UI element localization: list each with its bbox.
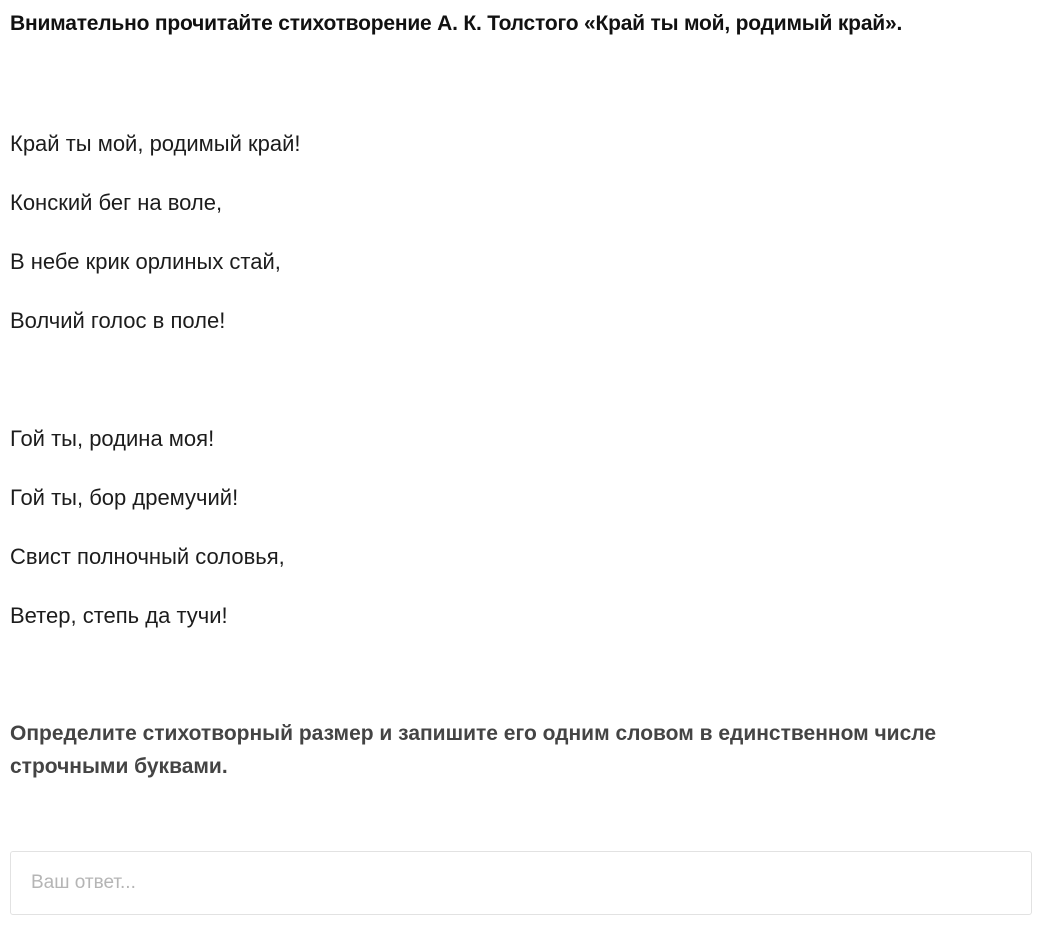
question-text: Определите стихотворный размер и запишите его одним словом в единственном числе строчными буквами. <box>10 722 937 778</box>
poem-line: В небе крик орлиных стай, <box>10 249 281 274</box>
poem-line: Край ты мой, родимый край! <box>10 131 301 156</box>
poem-line: Волчий голос в поле! <box>10 308 226 333</box>
answer-field-container <box>10 851 1032 915</box>
poem-line: Гой ты, бор дремучий! <box>10 485 239 510</box>
poem-line: Гой ты, родина моя! <box>10 426 215 451</box>
quiz-page <box>10 0 1040 931</box>
poem-stanza-1 <box>10 130 301 366</box>
poem-stanza-2 <box>10 425 285 661</box>
poem-line: Ветер, степь да тучи! <box>10 603 228 628</box>
poem-line: Свист полночный соловья, <box>10 544 285 569</box>
poem-line: Конский бег на воле, <box>10 190 223 215</box>
answer-input[interactable] <box>11 852 1031 914</box>
instruction-text: Внимательно прочитайте стихотворение А. К. Толстого «Край ты мой, родимый край». <box>10 12 903 35</box>
